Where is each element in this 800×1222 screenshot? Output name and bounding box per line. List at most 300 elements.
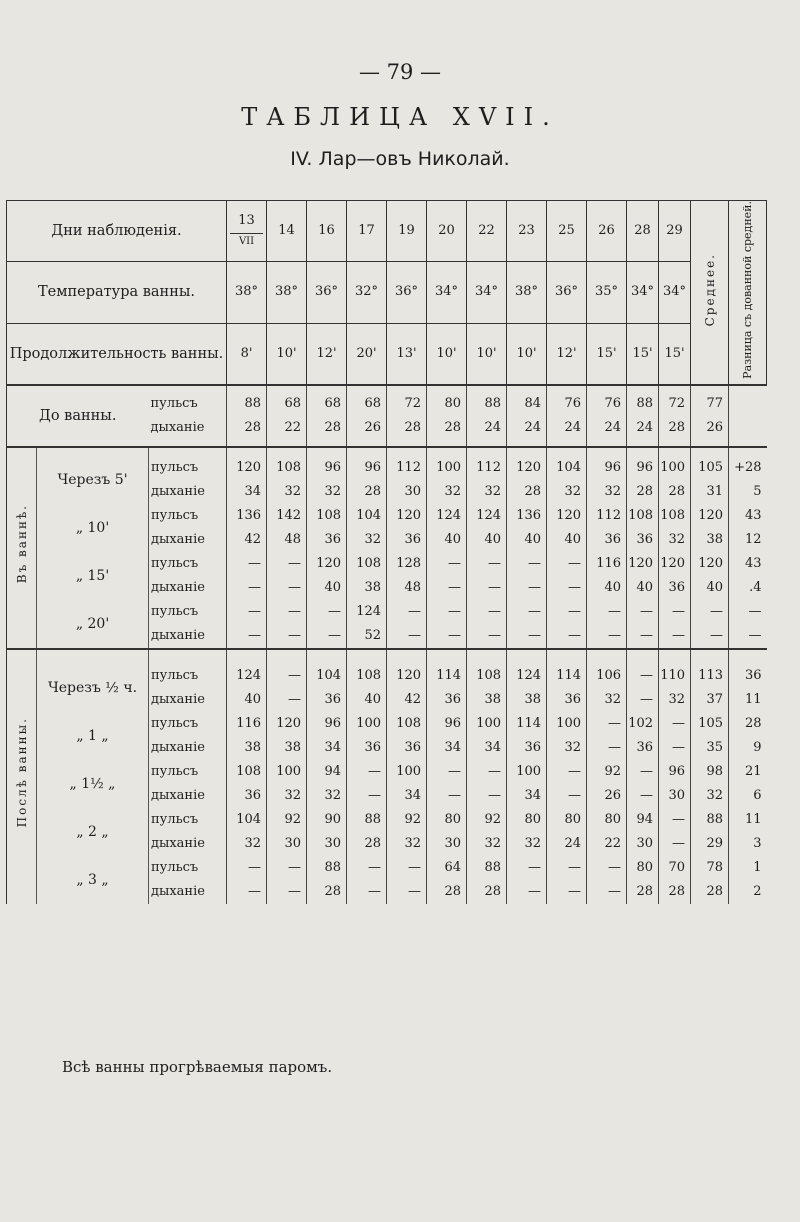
value-cell: — [227, 552, 267, 576]
value-cell: — [387, 624, 427, 649]
value-cell: — [467, 760, 507, 784]
value-cell: 88 [347, 808, 387, 832]
value-cell: — [347, 784, 387, 808]
day-cell: 17 [347, 201, 387, 262]
duration-cell: 10' [467, 323, 507, 385]
value-cell: — [547, 624, 587, 649]
duration-label: Продолжительность ванны. [7, 323, 227, 385]
page-number: — 79 — [358, 60, 442, 84]
value-cell: 88 [307, 856, 347, 880]
value-cell: 28 [227, 416, 267, 447]
value-cell: 28 [387, 416, 427, 447]
value-cell: 124 [507, 649, 547, 688]
value-cell: 28 [691, 880, 729, 904]
value-cell: 5 [729, 480, 767, 504]
value-cell: 30 [267, 832, 307, 856]
data-table [6, 200, 767, 904]
breath-label: дыханіе [151, 579, 205, 595]
day-cell: 22 [467, 201, 507, 262]
value-cell: — [267, 576, 307, 600]
value-cell: — [427, 760, 467, 784]
value-cell: 78 [691, 856, 729, 880]
value-cell: 96 [659, 760, 691, 784]
value-cell: 120 [307, 552, 347, 576]
day-first [227, 201, 267, 262]
value-cell: — [427, 552, 467, 576]
value-cell: 116 [227, 712, 267, 736]
temp-cell: 35° [587, 262, 627, 323]
value-cell: 28 [347, 832, 387, 856]
pulse-label: пульсъ [149, 649, 227, 688]
duration-cell: 8' [227, 323, 267, 385]
during-pulse-row [7, 600, 767, 624]
duration-cell: 10' [267, 323, 307, 385]
value-cell: — [227, 624, 267, 649]
value-cell: — [427, 576, 467, 600]
time-label: „ 1½ „ [37, 760, 149, 808]
value-cell: 32 [467, 832, 507, 856]
value-cell: 68 [347, 385, 387, 416]
value-cell: — [507, 880, 547, 904]
value-cell: — [627, 624, 659, 649]
duration-cell: 15' [627, 323, 659, 385]
value-cell: 108 [659, 504, 691, 528]
value-cell: 76 [547, 385, 587, 416]
value-cell: 32 [387, 832, 427, 856]
value-cell: — [587, 856, 627, 880]
value-cell: 36 [347, 736, 387, 760]
value-cell: 94 [627, 808, 659, 832]
value-cell: 26 [691, 416, 729, 447]
value-cell: 30 [627, 832, 659, 856]
day-cell: 29 [659, 201, 691, 262]
value-cell: 32 [659, 688, 691, 712]
value-cell: 96 [347, 447, 387, 480]
value-cell: 32 [587, 480, 627, 504]
value-cell: — [691, 624, 729, 649]
diff-label: Разница съ дованной средней. [740, 201, 754, 379]
value-cell: 136 [507, 504, 547, 528]
value-cell: 38 [347, 576, 387, 600]
value-cell: — [307, 624, 347, 649]
value-cell: — [547, 760, 587, 784]
value-cell: 92 [587, 760, 627, 784]
value-cell: 42 [387, 688, 427, 712]
value-cell: 112 [387, 447, 427, 480]
value-cell: 84 [507, 385, 547, 416]
value-cell: — [547, 576, 587, 600]
value-cell: 28 [507, 480, 547, 504]
duration-cell: 20' [347, 323, 387, 385]
day-cell: 16 [307, 201, 347, 262]
value-cell: 36 [659, 576, 691, 600]
value-cell: 88 [467, 856, 507, 880]
pulse-label: пульсъ [151, 859, 199, 875]
after-pulse-row [7, 712, 767, 736]
value-cell: 77 [691, 385, 729, 416]
value-cell: 96 [307, 712, 347, 736]
value-cell: 68 [307, 385, 347, 416]
value-cell: 30 [387, 480, 427, 504]
value-cell: 24 [587, 416, 627, 447]
value-cell: 34 [507, 784, 547, 808]
value-cell: 1 [729, 856, 767, 880]
value-cell: 40 [587, 576, 627, 600]
value-cell: 120 [691, 552, 729, 576]
value-cell: — [729, 600, 767, 624]
value-cell: 2 [729, 880, 767, 904]
value-cell: 116 [587, 552, 627, 576]
value-cell: 104 [347, 504, 387, 528]
value-cell: 102 [627, 712, 659, 736]
value-cell: 40 [347, 688, 387, 712]
value-cell: 32 [467, 480, 507, 504]
value-cell: 42 [227, 528, 267, 552]
value-cell: 37 [691, 688, 729, 712]
value-cell: 120 [627, 552, 659, 576]
diff-header [729, 201, 767, 385]
pulse-label: пульсъ [149, 447, 227, 480]
before-bath-section [7, 385, 767, 447]
value-cell: 40 [227, 688, 267, 712]
value-cell: — [467, 600, 507, 624]
value-cell: 32 [427, 480, 467, 504]
value-cell: — [627, 784, 659, 808]
breath-label: дыханіе [151, 835, 205, 851]
value-cell: 124 [427, 504, 467, 528]
value-cell: 124 [227, 649, 267, 688]
breath-label: дыханіе [151, 883, 205, 899]
temp-cell: 34° [627, 262, 659, 323]
duration-cell: 13' [387, 323, 427, 385]
value-cell: 40 [547, 528, 587, 552]
value-cell: 12 [729, 528, 767, 552]
value-cell: 32 [307, 784, 347, 808]
before-pulse-row [7, 385, 767, 416]
value-cell: 32 [507, 832, 547, 856]
value-cell: — [387, 856, 427, 880]
day-cell: 25 [547, 201, 587, 262]
value-cell: — [507, 856, 547, 880]
value-cell: — [659, 600, 691, 624]
value-cell: 32 [659, 528, 691, 552]
value-cell: 96 [627, 447, 659, 480]
duration-cell: 10' [427, 323, 467, 385]
value-cell: 120 [387, 504, 427, 528]
value-cell: 48 [267, 528, 307, 552]
value-cell: 32 [587, 688, 627, 712]
value-cell: 100 [547, 712, 587, 736]
value-cell: 29 [691, 832, 729, 856]
value-cell: 22 [267, 416, 307, 447]
value-cell: 112 [467, 447, 507, 480]
value-cell: 52 [347, 624, 387, 649]
duration-cell: 10' [507, 323, 547, 385]
after-pulse-row [7, 760, 767, 784]
value-cell: 36 [387, 736, 427, 760]
value-cell: 104 [307, 649, 347, 688]
value-cell: 98 [691, 760, 729, 784]
temp-cell: 32° [347, 262, 387, 323]
value-cell: — [427, 600, 467, 624]
value-cell: 24 [507, 416, 547, 447]
value-cell: 32 [267, 784, 307, 808]
value-cell: 88 [227, 385, 267, 416]
value-cell: — [267, 688, 307, 712]
value-cell: 120 [547, 504, 587, 528]
before-label: До ванны. [7, 385, 149, 447]
value-cell: 30 [427, 832, 467, 856]
value-cell: 100 [427, 447, 467, 480]
day-cell: 26 [587, 201, 627, 262]
value-cell: 92 [267, 808, 307, 832]
value-cell: — [547, 856, 587, 880]
breath-label: дыханіе [151, 483, 205, 499]
value-cell: — [227, 576, 267, 600]
breath-label: дыханіе [150, 419, 205, 435]
value-cell: 108 [307, 504, 347, 528]
value-cell: 36 [307, 688, 347, 712]
value-cell: — [507, 624, 547, 649]
value-cell: 32 [267, 480, 307, 504]
value-cell: 28 [729, 712, 767, 736]
value-cell: — [347, 856, 387, 880]
value-cell [729, 416, 767, 447]
value-cell: 70 [659, 856, 691, 880]
table-subtitle: IV. Лар—овъ Николай. [290, 148, 510, 170]
time-label: „ 20' [37, 600, 149, 649]
after-pulse-row [7, 649, 767, 688]
value-cell: — [347, 880, 387, 904]
value-cell: 124 [347, 600, 387, 624]
table-header [7, 201, 767, 385]
value-cell: — [267, 880, 307, 904]
value-cell: 34 [427, 736, 467, 760]
value-cell: 100 [267, 760, 307, 784]
day-cell: 23 [507, 201, 547, 262]
value-cell: — [387, 880, 427, 904]
temperature-row [7, 262, 767, 323]
value-cell: 136 [227, 504, 267, 528]
value-cell: — [729, 624, 767, 649]
value-cell: — [507, 576, 547, 600]
temp-cell: 34° [427, 262, 467, 323]
value-cell: 6 [729, 784, 767, 808]
value-cell: 32 [307, 480, 347, 504]
value-cell: 80 [587, 808, 627, 832]
after-side-text: Послѣ ванны. [14, 717, 29, 828]
duration-cell: 12' [547, 323, 587, 385]
value-cell: 108 [227, 760, 267, 784]
value-cell: 40 [507, 528, 547, 552]
value-cell: 94 [307, 760, 347, 784]
avg-header [691, 201, 729, 385]
value-cell: 114 [427, 649, 467, 688]
value-cell: 26 [347, 416, 387, 447]
breath-label: дыханіе [151, 691, 205, 707]
value-cell: 34 [227, 480, 267, 504]
value-cell: 3 [729, 832, 767, 856]
value-cell: 68 [267, 385, 307, 416]
value-cell: — [467, 576, 507, 600]
value-cell: 28 [627, 480, 659, 504]
value-cell: 104 [547, 447, 587, 480]
value-cell: 80 [427, 385, 467, 416]
value-cell: 72 [659, 385, 691, 416]
value-cell: — [627, 600, 659, 624]
value-cell: 92 [387, 808, 427, 832]
value-cell: 28 [467, 880, 507, 904]
value-cell: 120 [387, 649, 427, 688]
value-cell: — [267, 552, 307, 576]
value-cell: — [659, 712, 691, 736]
time-label: „ 3 „ [37, 856, 149, 904]
time-label: „ 1 „ [37, 712, 149, 760]
value-cell: 80 [627, 856, 659, 880]
value-cell: 34 [467, 736, 507, 760]
value-cell: 108 [347, 552, 387, 576]
breath-label: дыханіе [151, 787, 205, 803]
value-cell: 38 [507, 688, 547, 712]
value-cell: — [627, 688, 659, 712]
value-cell: 88 [691, 808, 729, 832]
value-cell: 100 [347, 712, 387, 736]
value-cell: 26 [587, 784, 627, 808]
value-cell: 105 [691, 712, 729, 736]
value-cell: 106 [587, 649, 627, 688]
value-cell: 28 [659, 480, 691, 504]
value-cell: 88 [627, 385, 659, 416]
value-cell: — [227, 856, 267, 880]
value-cell: 80 [427, 808, 467, 832]
time-label: Черезъ ½ ч. [37, 649, 149, 712]
value-cell: — [307, 600, 347, 624]
value-cell: 80 [507, 808, 547, 832]
value-cell: 43 [729, 504, 767, 528]
value-cell: 36 [627, 528, 659, 552]
value-cell: 38 [467, 688, 507, 712]
day-cell: 20 [427, 201, 467, 262]
value-cell: — [627, 760, 659, 784]
value-cell: 76 [587, 385, 627, 416]
value-cell: 88 [467, 385, 507, 416]
value-cell: 40 [467, 528, 507, 552]
value-cell: 104 [227, 808, 267, 832]
value-cell: 36 [587, 528, 627, 552]
days-label: Дни наблюденія. [7, 201, 227, 262]
value-cell: 32 [347, 528, 387, 552]
temp-cell: 38° [507, 262, 547, 323]
value-cell: — [507, 600, 547, 624]
value-cell: — [659, 624, 691, 649]
value-cell: 142 [267, 504, 307, 528]
value-cell: 105 [691, 447, 729, 480]
value-cell: 11 [729, 808, 767, 832]
value-cell: 90 [307, 808, 347, 832]
table-title: ТАБЛИЦА XVII. [241, 103, 559, 131]
value-cell: 100 [659, 447, 691, 480]
value-cell: 112 [587, 504, 627, 528]
after-pulse-row [7, 856, 767, 880]
pulse-label: пульсъ [151, 603, 199, 619]
value-cell: 11 [729, 688, 767, 712]
value-cell: 128 [387, 552, 427, 576]
value-cell: — [267, 624, 307, 649]
during-side-text: Въ ваннѣ. [14, 503, 29, 583]
temp-cell: 38° [227, 262, 267, 323]
temp-cell: 36° [307, 262, 347, 323]
value-cell: 28 [347, 480, 387, 504]
value-cell: 24 [547, 832, 587, 856]
during-side-label [7, 447, 37, 649]
value-cell: 31 [691, 480, 729, 504]
value-cell: — [467, 624, 507, 649]
value-cell: — [547, 552, 587, 576]
day-cell: 28 [627, 201, 659, 262]
value-cell: 120 [267, 712, 307, 736]
value-cell: 24 [467, 416, 507, 447]
value-cell: — [587, 600, 627, 624]
value-cell: 48 [387, 576, 427, 600]
value-cell: 100 [467, 712, 507, 736]
value-cell: 100 [507, 760, 547, 784]
value-cell: — [691, 600, 729, 624]
value-cell: 36 [387, 528, 427, 552]
value-cell: — [659, 832, 691, 856]
value-cell: 108 [467, 649, 507, 688]
value-cell: 108 [347, 649, 387, 688]
value-cell: 96 [427, 712, 467, 736]
value-cell: 30 [659, 784, 691, 808]
value-cell: 36 [227, 784, 267, 808]
temp-label: Температура ванны. [7, 262, 227, 323]
breath-label: дыханіе [151, 531, 205, 547]
value-cell: — [267, 856, 307, 880]
pulse-label: пульсъ [149, 385, 227, 416]
during-bath-section [7, 447, 767, 649]
value-cell: 38 [227, 736, 267, 760]
value-cell: — [467, 552, 507, 576]
value-cell: 96 [587, 447, 627, 480]
time-label: „ 15' [37, 552, 149, 600]
value-cell: — [467, 784, 507, 808]
avg-label: Среднее. [702, 253, 717, 327]
value-cell: 36 [507, 736, 547, 760]
value-cell: 92 [467, 808, 507, 832]
after-side-label [7, 649, 37, 904]
value-cell: — [267, 649, 307, 688]
value-cell: — [427, 784, 467, 808]
value-cell: 36 [427, 688, 467, 712]
value-cell: 22 [587, 832, 627, 856]
value-cell: 110 [659, 649, 691, 688]
value-cell: 36 [307, 528, 347, 552]
value-cell: 108 [267, 447, 307, 480]
value-cell: 113 [691, 649, 729, 688]
value-cell: — [227, 880, 267, 904]
value-cell: 120 [227, 447, 267, 480]
value-cell: — [587, 712, 627, 736]
value-cell: — [659, 736, 691, 760]
value-cell: 28 [659, 880, 691, 904]
value-cell: 24 [547, 416, 587, 447]
value-cell: 24 [627, 416, 659, 447]
duration-cell: 15' [587, 323, 627, 385]
duration-row [7, 323, 767, 385]
value-cell: 32 [691, 784, 729, 808]
value-cell: 80 [547, 808, 587, 832]
pulse-label: пульсъ [151, 507, 199, 523]
